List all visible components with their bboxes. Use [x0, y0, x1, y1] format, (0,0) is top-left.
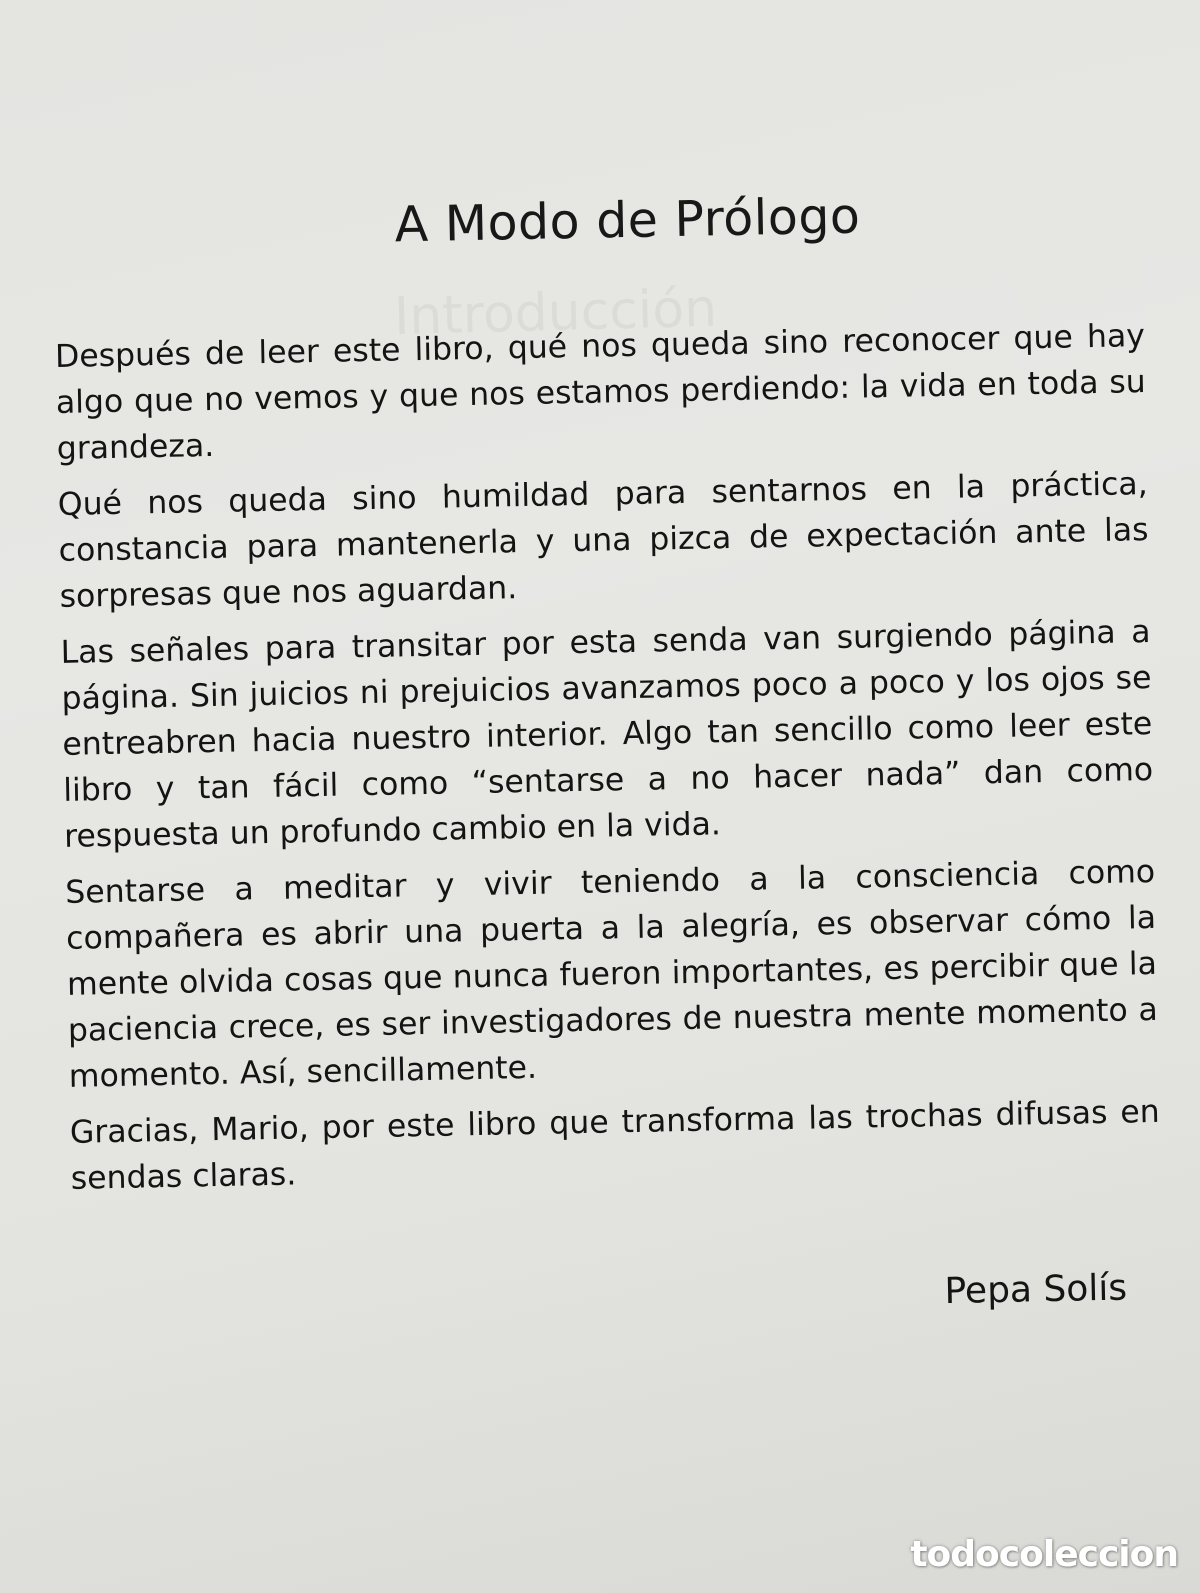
paragraph-1: Después de leer este libro, qué nos queda sino reconocer que hay algo que no vemos y que nos estamos perdiendo: la vida en toda su grandeza. — [54, 318, 1147, 467]
author-signature: Pepa Solís — [944, 1267, 1128, 1313]
watermark-logo: todocoleccion — [910, 1534, 1178, 1575]
page-title: A Modo de Prólogo — [394, 187, 861, 254]
paragraph-3: Las señales para transitar por esta senda van surgiendo página a página. Sin juicios ni prejuicios avanzamos poco a poco y los ojos se entreabren hacia nuestro interior. Algo tan sencillo como leer este libro y tan fácil como “sentarse a no hacer nada” dan como respuesta un profundo cambio en la vida. — [60, 613, 1154, 855]
paragraph-2: Qué nos queda sino humildad para sentarnos en la práctica, constancia para mantenerla y una pizca de expectación ante las sorpresas que nos aguardan. — [57, 466, 1149, 615]
paragraph-4: Sentarse a meditar y vivir teniendo a la consciencia como compañera es abrir una puerta a la alegría, es observar cómo la mente olvida cosas que nunca fueron importantes, es percibir que la paciencia crece, es ser investigadores de nuestra mente momento a momento. Así, sencillamente. — [64, 853, 1159, 1095]
prologue-content — [52, 179, 1164, 1334]
paragraph-5: Gracias, Mario, por este libro que transforma las trochas difusas en sendas claras. — [69, 1093, 1161, 1197]
